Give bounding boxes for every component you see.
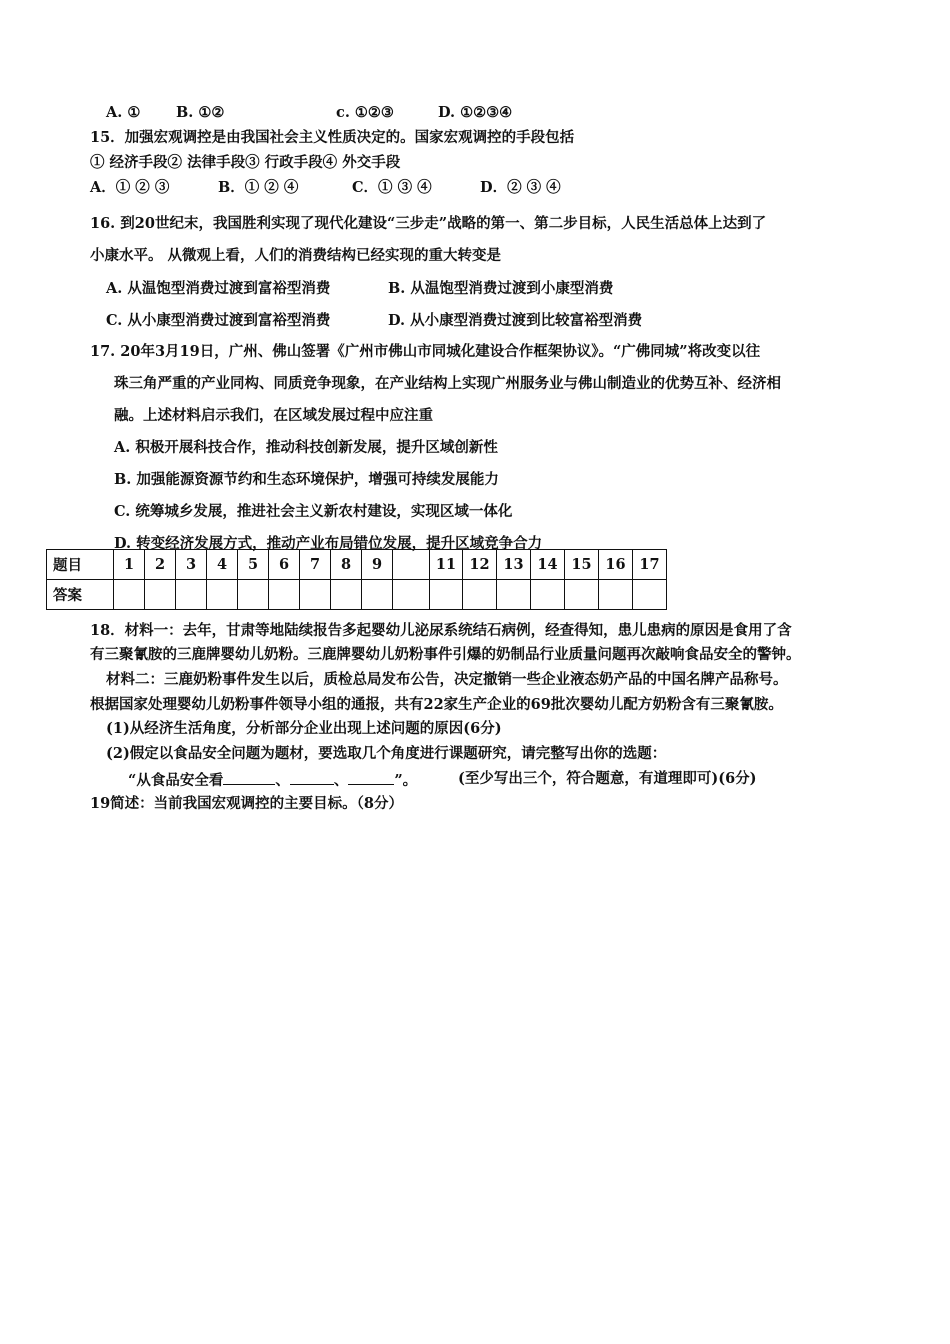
q18-material-line4: 根据国家处理婴幼儿奶粉事件领导小组的通报，共有22家生产企业的69批次婴幼儿配方奶粉含有三聚氰胺。: [90, 696, 783, 713]
q18-topic-blank-3[interactable]: [348, 770, 394, 785]
q18-topic-blank-2[interactable]: [290, 770, 334, 785]
q18-material-line1: 18．材料一：去年，甘肃等地陆续报告多起婴幼儿泌尿系统结石病例，经查得知，患儿患病的原因是食用了含: [90, 622, 792, 639]
q16-option-c: C. 从小康型消费过渡到富裕型消费: [106, 312, 331, 329]
answer-table-number-cell: 4: [207, 550, 238, 580]
q14-option-d: D. ①②③④: [438, 104, 513, 121]
q18-topic-separator: 、: [275, 772, 290, 789]
q18-topic-prefix: “从食品安全看: [128, 772, 224, 789]
q18-subquestion-2: (2)假定以食品安全问题为题材，要选取几个角度进行课题研究，请完整写出你的选题：: [106, 745, 667, 762]
q15-option-b: B．① ② ④: [218, 179, 299, 196]
answer-table-number-cell: 12: [463, 550, 497, 580]
q18-topic-separator: 、: [333, 772, 349, 789]
answer-table-number-cell: 16: [599, 550, 633, 580]
q18-topic-note: (至少写出三个，符合题意，有道理即可)(6分): [458, 770, 757, 787]
q18-subquestion-1: (1)从经济生活角度，分析部分企业出现上述问题的原因(6分): [106, 720, 502, 737]
answer-table-number-cell: 8: [331, 550, 362, 580]
q16-stem-line1: 16. 到20世纪末，我国胜利实现了现代化建设“三步走”战略的第一、第二步目标，人民生活总体上达到了: [90, 215, 767, 232]
answer-cell[interactable]: [565, 580, 599, 610]
q17-option-b: B. 加强能源资源节约和生态环境保护，增强可持续发展能力: [114, 471, 499, 488]
q18-material-line2: 有三聚氰胺的三鹿牌婴幼儿奶粉。三鹿牌婴幼儿奶粉事件引爆的奶制品行业质量问题再次敲响食品安全的警钟。: [90, 646, 801, 663]
answer-cell[interactable]: [362, 580, 393, 610]
answer-cell[interactable]: [145, 580, 176, 610]
answer-cell[interactable]: [269, 580, 300, 610]
answer-table-number-cell: 7: [300, 550, 331, 580]
answer-cell[interactable]: [463, 580, 497, 610]
answer-table-number-cell: 11: [430, 550, 463, 580]
q18-topic-suffix: ”。: [394, 772, 418, 789]
q17-option-d: D. 转变经济发展方式，推动产业布局错位发展，提升区域竞争合力: [114, 535, 543, 552]
answer-table-number-cell: 14: [531, 550, 565, 580]
answer-table-answer-row: [47, 580, 667, 610]
q15-items: ① 经济手段② 法律手段③ 行政手段④ 外交手段: [90, 154, 401, 171]
answer-cell[interactable]: [238, 580, 269, 610]
q14-option-c: c. ①②③: [336, 104, 394, 121]
q17-stem-line3: 融。上述材料启示我们，在区域发展过程中应注重: [114, 407, 433, 424]
answer-table: [46, 549, 667, 610]
q17-stem-line1: 17. 20年3月19日，广州、佛山签署《广州市佛山市同城化建设合作框架协议》。“广佛同城”将改变以往: [90, 343, 761, 360]
answer-cell[interactable]: [430, 580, 463, 610]
answer-table-answer-label: 答案: [47, 580, 114, 610]
answer-table-number-cell: 2: [145, 550, 176, 580]
q17-option-c: C. 统筹城乡发展，推进社会主义新农村建设，实现区域一体化: [114, 503, 513, 520]
answer-cell[interactable]: [531, 580, 565, 610]
answer-table-number-cell: 13: [497, 550, 531, 580]
answer-cell[interactable]: [114, 580, 145, 610]
answer-cell[interactable]: [497, 580, 531, 610]
q15-option-d: D．② ③ ④: [480, 179, 561, 196]
q16-option-d: D. 从小康型消费过渡到比较富裕型消费: [388, 312, 643, 329]
q17-stem-line2: 珠三角严重的产业同构、同质竞争现象，在产业结构上实现广州服务业与佛山制造业的优势互补、经济相: [114, 375, 781, 392]
q16-option-b: B. 从温饱型消费过渡到小康型消费: [388, 280, 614, 297]
answer-cell[interactable]: [207, 580, 238, 610]
answer-cell[interactable]: [331, 580, 362, 610]
answer-table-number-cell: 3: [176, 550, 207, 580]
answer-table-number-cell: [393, 550, 430, 580]
q15-option-c: C．① ③ ④: [352, 179, 432, 196]
q18-topic-blank-1[interactable]: [223, 770, 275, 785]
answer-table-number-cell: 5: [238, 550, 269, 580]
q18-material-line3: 材料二：三鹿奶粉事件发生以后，质检总局发布公告，决定撤销一些企业液态奶产品的中国名牌产品称号。: [106, 671, 788, 688]
answer-table-header-label: 题目: [47, 550, 114, 580]
answer-table-number-cell: 15: [565, 550, 599, 580]
answer-cell[interactable]: [599, 580, 633, 610]
answer-cell[interactable]: [300, 580, 331, 610]
q16-option-a: A. 从温饱型消费过渡到富裕型消费: [106, 280, 331, 297]
q15-stem: 15．加强宏观调控是由我国社会主义性质决定的。国家宏观调控的手段包括: [90, 129, 575, 146]
answer-table-number-cell: 9: [362, 550, 393, 580]
answer-table-number-cell: 1: [114, 550, 145, 580]
q17-option-a: A. 积极开展科技合作，推动科技创新发展，提升区域创新性: [114, 439, 498, 456]
q14-option-a: A. ①: [106, 104, 141, 121]
answer-cell[interactable]: [176, 580, 207, 610]
answer-table-number-cell: 6: [269, 550, 300, 580]
q15-option-a: A．① ② ③: [90, 179, 170, 196]
q16-stem-line2: 小康水平。 从微观上看，人们的消费结构已经实现的重大转变是: [90, 247, 502, 264]
q19-stem: 19简述：当前我国宏观调控的主要目标。（8分）: [90, 795, 404, 812]
answer-table-header-row: [47, 550, 667, 580]
q18-topic-line: [128, 770, 417, 790]
answer-cell[interactable]: [633, 580, 667, 610]
answer-cell[interactable]: [393, 580, 430, 610]
answer-table-number-cell: 17: [633, 550, 667, 580]
q14-option-b: B. ①②: [176, 104, 225, 121]
